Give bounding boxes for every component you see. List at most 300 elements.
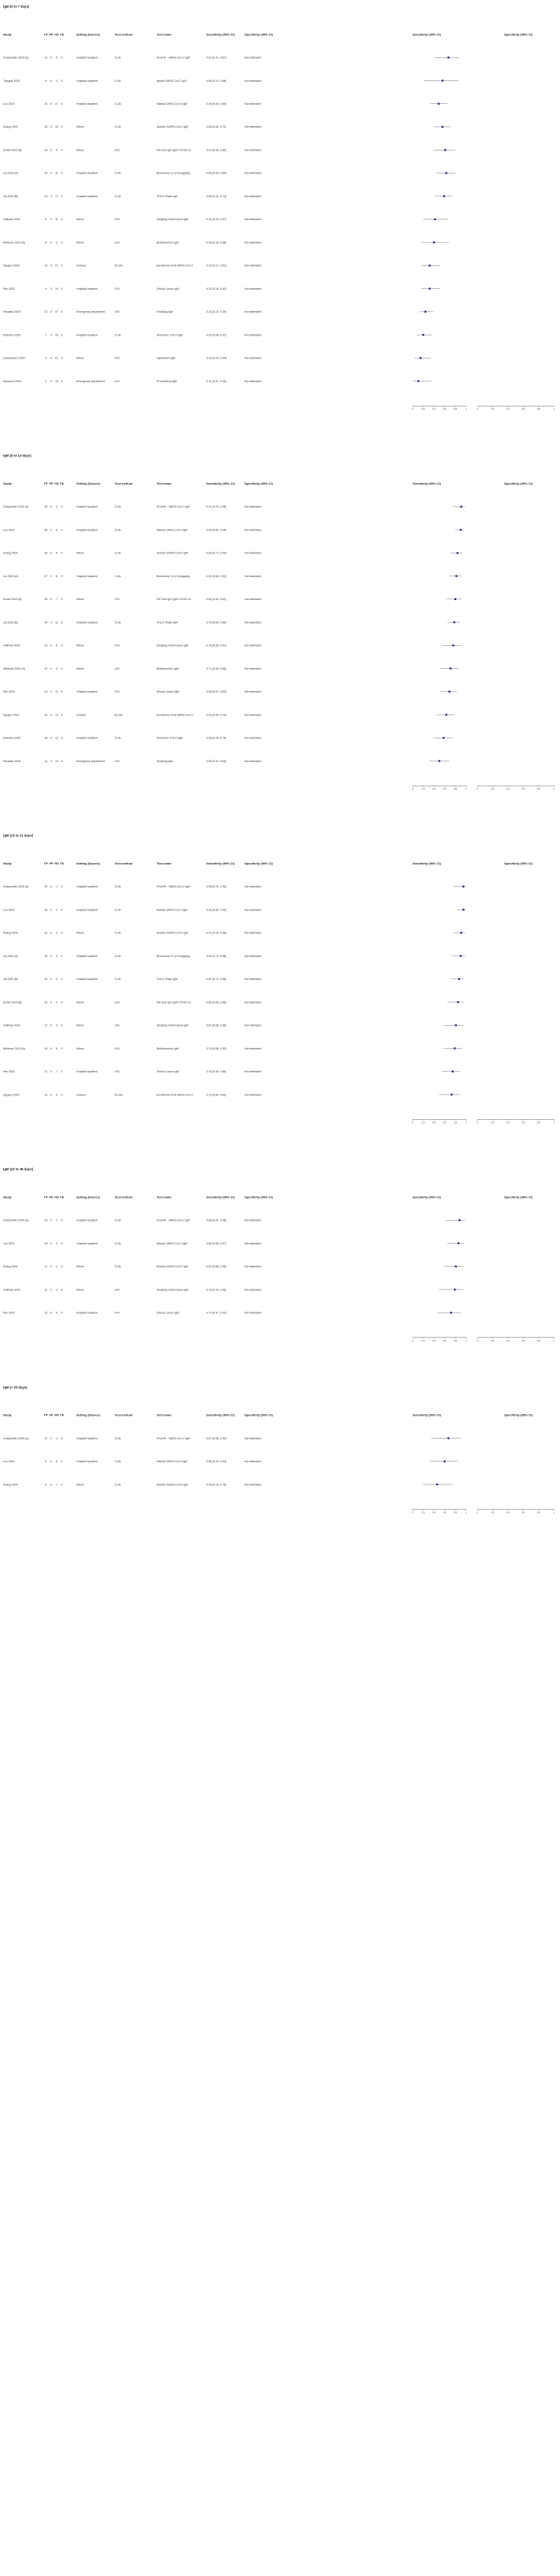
table-cell: 4 (56, 1024, 57, 1027)
column-header: TN (60, 481, 64, 485)
table-cell: 0 (61, 171, 63, 175)
table-cell: Jia 2020 (B) (3, 978, 18, 981)
table-cell: Hospital inpatient (76, 102, 98, 106)
point-estimate (442, 79, 443, 81)
column-header: Test method (115, 1195, 133, 1199)
table-cell: 11 (44, 1288, 47, 1292)
tick-label: 1 (465, 1121, 467, 1124)
column-header: TP (44, 1413, 48, 1417)
tick-label: 1 (553, 1338, 555, 1342)
table-cell: 0.76 [0.55, 0.91] (206, 644, 226, 647)
table-cell: 0.63 [0.44, 0.80] (206, 171, 226, 175)
column-header: TP (44, 861, 48, 865)
table-cell: Dortet 2020 (B) (3, 148, 22, 152)
table-cell: 0.49 [0.33, 0.65] (206, 102, 226, 106)
table-cell: 0 (50, 379, 52, 383)
table-cell: Not estimable (244, 1218, 261, 1222)
table-cell: 0 (50, 1024, 52, 1027)
table-cell: 0 (61, 978, 63, 981)
table-cell: Lou 2020 (3, 1460, 15, 1464)
point-estimate (461, 932, 462, 933)
table-cell: Not estimable (244, 954, 261, 958)
table-cell: 0 (50, 1311, 52, 1315)
table-cell: CLIA (115, 621, 121, 625)
column-header: FN (54, 1413, 59, 1417)
table-cell: 55 (44, 528, 47, 532)
table-cell: 0.87 [0.72, 0.96] (206, 978, 226, 981)
tick-label: 1 (553, 1510, 555, 1514)
point-estimate (460, 529, 461, 530)
table-cell: CLIA (115, 885, 121, 889)
table-cell: Hospital inpatient (76, 954, 98, 958)
table-cell: 9 (45, 1460, 47, 1464)
tick-label: 0.8 (536, 407, 541, 411)
table-cell: 0 (61, 885, 63, 889)
point-estimate (429, 287, 430, 289)
table-cell: Zhejiang Orient Gene IgM (157, 1288, 189, 1292)
table-cell: Zhang 2020 (3, 125, 18, 129)
table-cell: 0.67 [0.41, 0.87] (206, 56, 226, 60)
table-cell: Hospital inpatient (76, 978, 98, 981)
table-cell: 0 (61, 148, 63, 152)
point-estimate (448, 1437, 449, 1439)
table-cell: Not estimable (244, 125, 261, 129)
point-estimate (443, 195, 445, 196)
table-cell: 0.81 [0.58, 0.95] (206, 1024, 226, 1027)
table-cell: 20 (44, 713, 47, 717)
table-cell: 0.91 [0.75, 0.98] (206, 505, 226, 509)
table-cell: LFA (115, 287, 120, 290)
point-estimate (429, 264, 430, 266)
table-cell: 0.40 [0.16, 0.68] (206, 241, 226, 245)
table-cell: Pan 2020 (3, 287, 15, 290)
table-cell: Nguyen 2020 (3, 713, 20, 717)
table-cell: 20 (44, 102, 47, 106)
table-cell: CLIA (115, 528, 121, 532)
table-cell: Not estimable (244, 644, 261, 647)
column-header: Specificity (95% CI) (244, 481, 273, 485)
column-header: Setting (Source) (76, 32, 100, 37)
table-cell: Mixed (76, 1024, 84, 1027)
table-cell: Not estimable (244, 621, 261, 625)
table-cell: 0 (50, 954, 52, 958)
table-cell: Prometheus IgM (157, 379, 177, 383)
tick-label: 0 (412, 1121, 413, 1124)
table-cell: CLIA (115, 908, 121, 912)
tick-label: 0.6 (442, 787, 447, 791)
table-cell: 17 (44, 1024, 47, 1027)
point-estimate (418, 380, 419, 381)
column-header: Test method (115, 32, 133, 37)
table-cell: ELISA (115, 713, 123, 717)
column-header: Sensitivity (95% CI) (206, 1195, 235, 1199)
column-header: Test name (157, 1413, 172, 1417)
table-cell: Hospital inpatient (76, 333, 98, 337)
table-cell: 3 (56, 954, 57, 958)
table-cell: LFA (115, 1288, 120, 1292)
table-cell: 9 (56, 667, 57, 670)
table-cell: 5 (56, 978, 57, 981)
table-cell: 0.81 [0.58, 0.95] (206, 1265, 226, 1269)
table-cell: Hospital inpatient (76, 287, 98, 290)
table-cell: CLIA (115, 574, 121, 578)
tick-label: 1 (553, 1121, 555, 1124)
table-cell: 0.61 [0.39, 0.80] (206, 148, 226, 152)
tick-label: 0.8 (453, 1338, 458, 1342)
table-cell: 28 (55, 333, 58, 337)
table-cell: CLIA (115, 954, 121, 958)
table-cell: 0 (61, 1265, 63, 1269)
table-cell: 19 (55, 287, 58, 290)
table-cell: 0 (50, 1001, 52, 1004)
column-header: TN (60, 1413, 64, 1417)
column-header: Specificity (95% CI) (504, 32, 532, 37)
table-cell: 10 (44, 264, 47, 268)
table-cell: Hospital inpatient (76, 79, 98, 83)
table-cell: 0 (61, 1288, 63, 1292)
table-cell: Not estimable (244, 56, 261, 60)
column-header: Sensitivity (95% CI) (206, 32, 235, 37)
table-cell: 0 (50, 931, 52, 935)
table-cell: 4 (45, 356, 47, 360)
table-cell: 13 (44, 1311, 47, 1315)
table-cell: LFA (115, 218, 120, 222)
column-header: TN (60, 861, 64, 865)
table-cell: Emergency department (76, 310, 105, 314)
table-cell: Wantai SARS-CoV-2 IgM (157, 528, 188, 532)
table-cell: Hoffman 2020 (3, 1288, 21, 1292)
point-estimate (436, 1484, 438, 1485)
table-cell: Charpentier 2020 (A) (3, 885, 29, 889)
table-cell: 16 (55, 379, 58, 383)
tick-label: 0.8 (453, 407, 458, 411)
point-estimate (450, 667, 452, 669)
table-cell: Hospital inpatient (76, 1070, 98, 1074)
column-header: Test method (115, 1413, 133, 1417)
table-cell: Hospital inpatient (76, 736, 98, 740)
table-cell: 0 (61, 241, 63, 245)
tick-label: 0.4 (506, 1121, 510, 1124)
column-header: TN (60, 32, 64, 37)
table-cell: 0.95 [0.83, 0.99] (206, 908, 226, 912)
table-cell: 0 (61, 574, 63, 578)
table-cell: 0 (50, 551, 52, 555)
table-cell: CLIA (115, 505, 121, 509)
table-cell: Whitman 2020 (A) (3, 1046, 25, 1050)
table-cell: 0 (50, 171, 52, 175)
table-cell: Not estimable (244, 264, 261, 268)
table-cell: 0 (50, 1241, 52, 1245)
table-cell: Nguyen 2020 (3, 264, 20, 268)
point-estimate (448, 57, 449, 58)
table-cell: Zhejiang Orient Gene IgM (157, 1024, 189, 1027)
table-cell: 0 (50, 1093, 52, 1097)
table-cell: LFA (115, 379, 120, 383)
table-cell: 7 (56, 1483, 57, 1487)
table-cell: Not estimable (244, 241, 261, 245)
table-cell: 0.86 [0.65, 0.97] (206, 1241, 226, 1245)
point-estimate (444, 1461, 445, 1462)
table-cell: 28 (44, 598, 47, 602)
point-estimate (451, 1094, 452, 1095)
table-cell: 0 (61, 194, 63, 198)
table-cell: 0 (61, 1436, 63, 1440)
table-cell: Not estimable (244, 148, 261, 152)
table-cell: 22 (44, 1001, 47, 1004)
table-cell: 24 (44, 194, 47, 198)
table-cell: 0.59 [0.42, 0.74] (206, 194, 226, 198)
table-cell: 0 (61, 621, 63, 625)
table-cell: 19 (44, 644, 47, 647)
table-cell: Charpentier 2020 (A) (3, 1218, 29, 1222)
table-cell: Not estimable (244, 1024, 261, 1027)
table-cell: Not estimable (244, 528, 261, 532)
table-cell: CLIA (115, 1483, 121, 1487)
table-cell: 0 (61, 1024, 63, 1027)
table-cell: Liu 2020 (A) (3, 574, 18, 578)
table-cell: Mixed (76, 1288, 84, 1292)
table-cell: 18 (55, 125, 58, 129)
table-cell: 31 (44, 931, 47, 935)
table-cell: 0 (50, 79, 52, 83)
table-cell: 0 (50, 978, 52, 981)
tick-label: 1 (553, 407, 555, 411)
table-cell: Autobio SARS-CoV-2 IgM (157, 1265, 189, 1269)
point-estimate (442, 126, 443, 128)
column-header: Specificity (95% CI) (244, 32, 273, 37)
table-cell: LFA (115, 310, 120, 314)
table-cell: BioMedomics IgM (157, 1046, 179, 1050)
table-cell: 0 (61, 125, 63, 129)
table-cell: Not estimable (244, 1070, 261, 1074)
column-header: TN (60, 1195, 64, 1199)
table-cell: 0 (50, 885, 52, 889)
table-cell: Hospital inpatient (76, 56, 98, 60)
table-cell: 6 (56, 1460, 57, 1464)
table-cell: 0 (61, 667, 63, 670)
table-cell: 0.90 [0.80, 0.96] (206, 528, 226, 532)
table-cell: 24 (44, 690, 47, 694)
table-cell: Not estimable (244, 1460, 261, 1464)
table-cell: Mixed (76, 1265, 84, 1269)
table-cell: 0.20 [0.08, 0.37] (206, 333, 226, 337)
table-cell: 8 (56, 574, 57, 578)
table-cell: 0 (50, 690, 52, 694)
tick-label: 0.6 (442, 1121, 447, 1124)
table-cell: 0 (50, 148, 52, 152)
table-cell: 0.80 [0.63, 0.92] (206, 598, 226, 602)
table-cell: Not estimable (244, 574, 261, 578)
table-cell: Not estimable (244, 1046, 261, 1050)
table-cell: 3 (56, 931, 57, 935)
tick-label: 0.4 (506, 407, 510, 411)
tick-label: 0 (477, 1510, 478, 1514)
table-cell: Hospital inpatient (76, 690, 98, 694)
column-header: Specificity (95% CI) (244, 1195, 273, 1199)
table-cell: Mixed (76, 551, 84, 555)
table-cell: 0.24 [0.13, 0.39] (206, 310, 226, 314)
table-cell: Hospital inpatient (76, 908, 98, 912)
table-cell: 0 (61, 1070, 63, 1074)
table-cell: 6 (56, 644, 57, 647)
table-cell: 0 (61, 1241, 63, 1245)
table-cell: 0.11 [0.01, 0.35] (206, 379, 226, 383)
table-cell: 3 (56, 505, 57, 509)
table-cell: iFLASH - SARS-CoV-2 IgM (157, 1218, 190, 1222)
point-estimate (460, 955, 461, 956)
table-cell: CLIA (115, 1265, 121, 1269)
table-cell: Unclear (76, 264, 86, 268)
table-cell: 23 (44, 125, 47, 129)
table-cell: 0 (50, 241, 52, 245)
table-cell: 13 (55, 736, 58, 740)
table-cell: Zhang 2020 (3, 551, 18, 555)
tick-label: 1 (465, 787, 467, 791)
table-cell: 6 (56, 56, 57, 60)
column-header: Study (3, 32, 12, 37)
tick-label: 0.4 (432, 1121, 436, 1124)
table-cell: Shenzhen YHLO IgM (157, 333, 183, 337)
table-cell: 0.84 [0.71, 0.93] (206, 551, 226, 555)
section-title: IgM (0 to 7 days) (3, 5, 30, 8)
table-cell: 0.82 [0.68, 0.92] (206, 574, 226, 578)
table-cell: 0.95 [0.76, 1.00] (206, 885, 226, 889)
table-cell: 0.15 [0.04, 0.34] (206, 356, 226, 360)
column-header: Test method (115, 481, 133, 485)
table-cell: CLIA (115, 194, 121, 198)
table-cell: LFA (115, 690, 120, 694)
table-cell: 2 (56, 1218, 57, 1222)
table-cell: 0 (61, 79, 63, 83)
table-cell: 21 (55, 102, 58, 106)
table-cell: 19 (44, 1046, 47, 1050)
tick-label: 0.8 (453, 1510, 458, 1514)
table-cell: 4 (56, 1265, 57, 1269)
table-cell: 6 (56, 1093, 57, 1097)
table-cell: 39 (44, 908, 47, 912)
table-cell: Not estimable (244, 1483, 261, 1487)
tick-label: 0 (477, 1338, 478, 1342)
table-cell: 0 (61, 954, 63, 958)
table-cell: iFLASH - SARS-CoV-2 IgM (157, 1436, 190, 1440)
table-cell: Hospital inpatient (76, 885, 98, 889)
table-cell: Hospital inpatient (76, 505, 98, 509)
tick-label: 0 (412, 1510, 413, 1514)
table-cell: 6 (45, 1483, 47, 1487)
table-cell: Wantai SARS-CoV-2 IgM (157, 102, 188, 106)
table-cell: Not estimable (244, 667, 261, 670)
table-cell: 0.60 [0.32, 0.84] (206, 1460, 226, 1464)
point-estimate (462, 909, 464, 910)
point-estimate (455, 1024, 457, 1026)
table-cell: CLIA (115, 1241, 121, 1245)
table-cell: 0.32 [0.16, 0.52] (206, 287, 226, 290)
table-cell: 0.73 [0.50, 0.89] (206, 1093, 226, 1097)
tick-label: 0.2 (490, 1510, 495, 1514)
column-header: Test name (157, 481, 172, 485)
table-cell: 3 (56, 1288, 57, 1292)
table-cell: 17 (44, 1265, 47, 1269)
table-cell: 0.63 [0.44, 0.79] (206, 713, 226, 717)
table-cell: 19 (44, 1241, 47, 1245)
table-cell: Not estimable (244, 978, 261, 981)
tick-label: 1 (465, 1338, 467, 1342)
table-cell: NG-Test IgG-IgM COVID-19 (157, 148, 191, 152)
table-cell: Dortet 2020 (B) (3, 598, 22, 602)
table-cell: Emergency department (76, 379, 105, 383)
table-cell: Mixed (76, 218, 84, 222)
column-header: FN (54, 32, 59, 37)
table-cell: Mixed (76, 125, 84, 129)
column-header: FN (54, 1195, 59, 1199)
table-cell: CLIA (115, 1436, 121, 1440)
table-cell: 12 (55, 713, 58, 717)
table-cell: Mixed (76, 148, 84, 152)
table-cell: Mixed (76, 644, 84, 647)
table-cell: 0 (50, 598, 52, 602)
table-cell: 21 (55, 264, 58, 268)
table-cell: 0 (61, 908, 63, 912)
table-cell: 0 (61, 356, 63, 360)
point-estimate (458, 978, 460, 980)
table-cell: 0 (50, 102, 52, 106)
point-estimate (452, 1071, 453, 1072)
tick-label: 0.6 (521, 1121, 526, 1124)
table-cell: CLIA (115, 333, 121, 337)
table-cell: Jia 2020 (B) (3, 621, 18, 625)
table-cell: iFLASH - SARS-CoV-2 IgM (157, 885, 190, 889)
column-header: Sensitivity (95% CI) (206, 861, 235, 865)
tick-label: 0.8 (536, 787, 541, 791)
table-cell: iFLASH - SARS-CoV-2 IgM (157, 56, 190, 60)
table-cell: 5 (45, 79, 47, 83)
table-cell: 0 (50, 644, 52, 647)
tick-label: 0 (412, 787, 413, 791)
table-cell: 0 (61, 287, 63, 290)
tick-label: 0.8 (536, 1510, 541, 1514)
table-cell: CLIA (115, 56, 121, 60)
table-cell: 0 (50, 1288, 52, 1292)
tick-label: 0.4 (432, 1510, 436, 1514)
table-cell: 0 (50, 667, 52, 670)
table-cell: 11 (55, 171, 58, 175)
table-cell: 0.42 [0.20, 0.67] (206, 218, 226, 222)
table-cell: 40 (44, 621, 47, 625)
table-cell: Liu 2020 (A) (3, 954, 18, 958)
table-cell: Zhejiang Orient Gene IgM (157, 644, 189, 647)
table-cell: Not estimable (244, 1265, 261, 1269)
table-cell: Mixed (76, 241, 84, 245)
table-cell: Hospital inpatient (76, 1241, 98, 1245)
table-cell: Not estimable (244, 171, 261, 175)
table-cell: Not estimable (244, 908, 261, 912)
table-cell: 0 (50, 908, 52, 912)
column-header: Specificity (95% CI) (244, 1413, 273, 1417)
table-cell: LFA (115, 241, 120, 245)
column-header: Sensitivity (95% CI) (413, 1413, 441, 1417)
table-cell: 3 (56, 1241, 57, 1245)
table-cell: Paradiso 2020 (3, 310, 21, 314)
table-cell: Pan 2020 (3, 1070, 15, 1074)
table-cell: YHLO iFlash IgM (157, 194, 178, 198)
point-estimate (455, 575, 457, 576)
column-header: Test method (115, 861, 133, 865)
table-cell: 8 (45, 218, 47, 222)
table-cell: 7 (56, 598, 57, 602)
tick-label: 0.8 (536, 1121, 541, 1124)
table-cell: CLIA (115, 736, 121, 740)
table-cell: Lou 2020 (3, 528, 15, 532)
